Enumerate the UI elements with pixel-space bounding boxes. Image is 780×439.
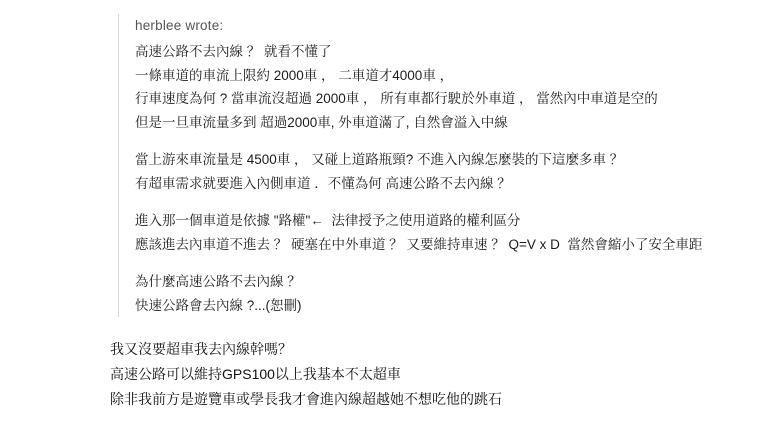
paragraph-spacer (135, 256, 718, 270)
quoted-post-block (118, 14, 718, 317)
reply-line: 高速公路可以維持GPS100以上我基本不太超車 (110, 366, 401, 382)
quote-paragraph (135, 40, 718, 134)
quote-line: 行車速度為何 ? 當車流沒超過 2000車 ， 所有車都行駛於外車道 ， 當然內中車道是空的 (135, 91, 658, 106)
quote-line: 快速公路會去內線 ?...(恕刪) (135, 297, 302, 313)
quote-paragraph (135, 270, 718, 317)
paragraph-spacer (135, 195, 718, 209)
quote-line: 應該進去內車道不進去 ？ 硬塞在中外車道 ？ 又要維持車速 ？ Q=V x D 當然會縮小了安全車距 (135, 236, 703, 252)
quote-paragraph (135, 209, 718, 256)
quote-line: 一條車道的車流上限約 2000車 ， 二車道才4000車 ， (135, 67, 454, 83)
reply-line: 除非我前方是遊覽車或學長我才會進內線超越她不想吃他的跳石 (110, 391, 502, 407)
quote-author: herblee wrote: (135, 18, 224, 33)
quote-line: 有超車需求就要進入內側車道 ．不懂為何 高速公路不去內線 ？ (135, 175, 511, 191)
paragraph-spacer (135, 134, 718, 148)
quote-line: 當上游來車流量是 4500車 ， 又碰上道路瓶頸? 不進入內線怎麼裝的下這麼多車 ？ (135, 152, 624, 167)
quote-line: 進入那一個車道是依據 "路權"← 法律授予之使用道路的權利區分 (135, 213, 521, 228)
quote-line: 但是一旦車流量多到 超過2000車, 外車道滿了, 自然會溢入中線 (135, 114, 508, 130)
quote-line: 高速公路不去內線 ？ 就看不懂了 (135, 44, 332, 59)
reply-body (110, 337, 750, 412)
reply-line: 我又沒要超車我去內線幹嗎？ (110, 341, 292, 357)
quote-line: 為什麼高速公路不去內線 ？ (135, 274, 301, 289)
quote-paragraph (135, 148, 718, 195)
